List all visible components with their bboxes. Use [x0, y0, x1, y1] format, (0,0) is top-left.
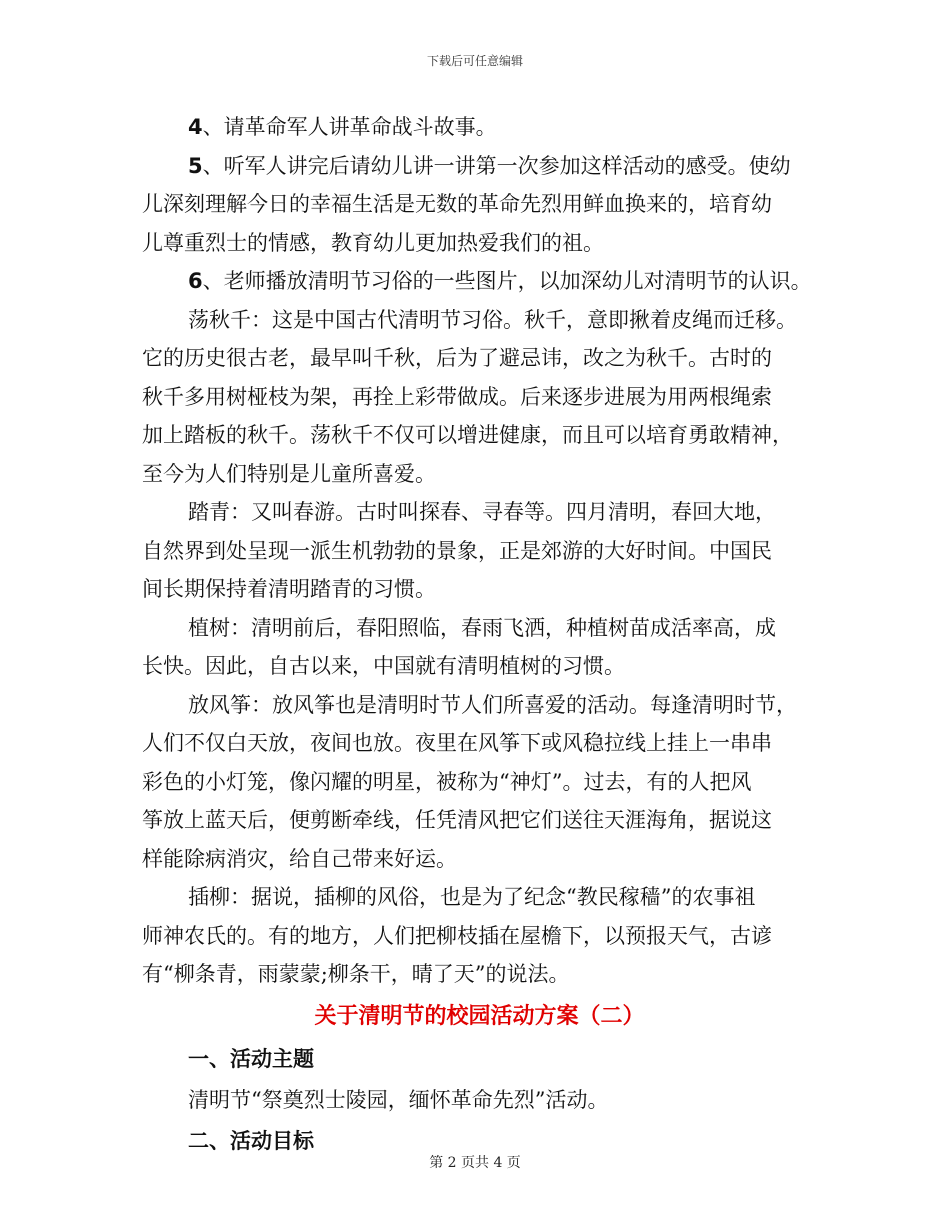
outing-paragraph-line-2: 自然界到处呈现一派生机勃勃的景象，正是郊游的大好时间。中国民: [142, 538, 772, 563]
swing-paragraph-line-4: 加上踏板的秋千。荡秋千不仅可以增进健康，而且可以培育勇敢精神，: [142, 423, 793, 447]
willow-paragraph-line-3: 有“柳条青，雨蒙蒙;柳条干，晴了天”的说法。: [142, 962, 570, 986]
outing-paragraph-line-3: 间长期保持着清明踏青的习惯。: [142, 577, 436, 601]
list-item-5-line-3: 儿尊重烈士的情感，教育幼儿更加热爱我们的祖。: [142, 230, 604, 255]
list-item-4: [142, 108, 817, 147]
item-number: 4: [188, 115, 203, 139]
kites-paragraph-line-5: 样能除病消灾，给自己带来好运。: [142, 846, 457, 871]
swing-paragraph-line-1: 荡秋千：这是中国古代清明节习俗。秋千，意即揪着皮绳而迁移。: [188, 307, 797, 332]
kites-paragraph-line-1: 放风筝：放风筝也是清明时节人们所喜爱的活动。每逢清明时节，: [188, 692, 797, 717]
item-number: 5: [188, 153, 203, 178]
willow-paragraph-line-2: 师神农氏的。有的地方，人们把柳枝插在屋檐下，以预报天气，古谚: [142, 923, 772, 948]
kites-paragraph-line-2: 人们不仅白天放，夜间也放。夜里在风筝下或风稳拉线上挂上一串串: [142, 731, 772, 755]
list-item-5-line-2: 儿深刻理解今日的幸福生活是无数的革命先烈用鲜血换来的，培育幼: [142, 192, 772, 216]
outing-paragraph-line-1: 踏青：又叫春游。古时叫探春、寻春等。四月清明，春回大地，: [188, 500, 776, 524]
activity-theme-text: 清明节“祭奠烈士陵园，缅怀革命先烈”活动。: [188, 1087, 609, 1112]
willow-paragraph-line-1: 插柳：据说，插柳的风俗，也是为了纪念“教民稼穑”的农事祖: [188, 885, 756, 909]
item-number: 6: [188, 269, 203, 293]
list-item-5-line-1: [142, 147, 817, 186]
item-text: 、请革命军人讲革命战斗故事。: [202, 115, 497, 139]
section-title: 关于清明节的校园活动方案（二）: [314, 1003, 645, 1029]
header-note: 下载后可任意编辑: [426, 54, 523, 68]
kites-paragraph-line-4: 筝放上蓝天后，便剪断牵线，任凭清风把它们送往天涯海角，据说这: [142, 808, 772, 832]
swing-paragraph-line-2: 它的历史很古老，最早叫千秋，后为了避忌讳，改之为秋千。古时的: [142, 346, 772, 370]
list-item-6: [142, 262, 817, 301]
activity-theme-heading: 一、活动主题: [188, 1046, 314, 1071]
item-text: 、听军人讲完后请幼儿讲一讲第一次参加这样活动的感受。使幼: [202, 153, 791, 178]
page-number: 第 2 页共 4 页: [429, 1155, 521, 1171]
activity-goal-heading: 二、活动目标: [188, 1128, 314, 1153]
trees-paragraph-line-1: 植树：清明前后，春阳照临，春雨飞洒，种植树苗成活率高，成: [188, 615, 776, 640]
swing-paragraph-line-5: 至今为人们特别是儿童所喜爱。: [142, 461, 436, 486]
page-content: [142, 108, 817, 1162]
trees-paragraph-line-2: 长快。因此，自古以来，中国就有清明植树的习惯。: [142, 654, 625, 678]
kites-paragraph-line-3: 彩色的小灯笼，像闪耀的明星，被称为“神灯”。过去，有的人把风: [142, 769, 752, 794]
swing-paragraph-line-3: 秋千多用树桠枝为架，再拴上彩带做成。后来逐步进展为用两根绳索: [142, 384, 772, 409]
item-text: 、老师播放清明节习俗的一些图片，以加深幼儿对清明节的认识。: [202, 269, 812, 293]
